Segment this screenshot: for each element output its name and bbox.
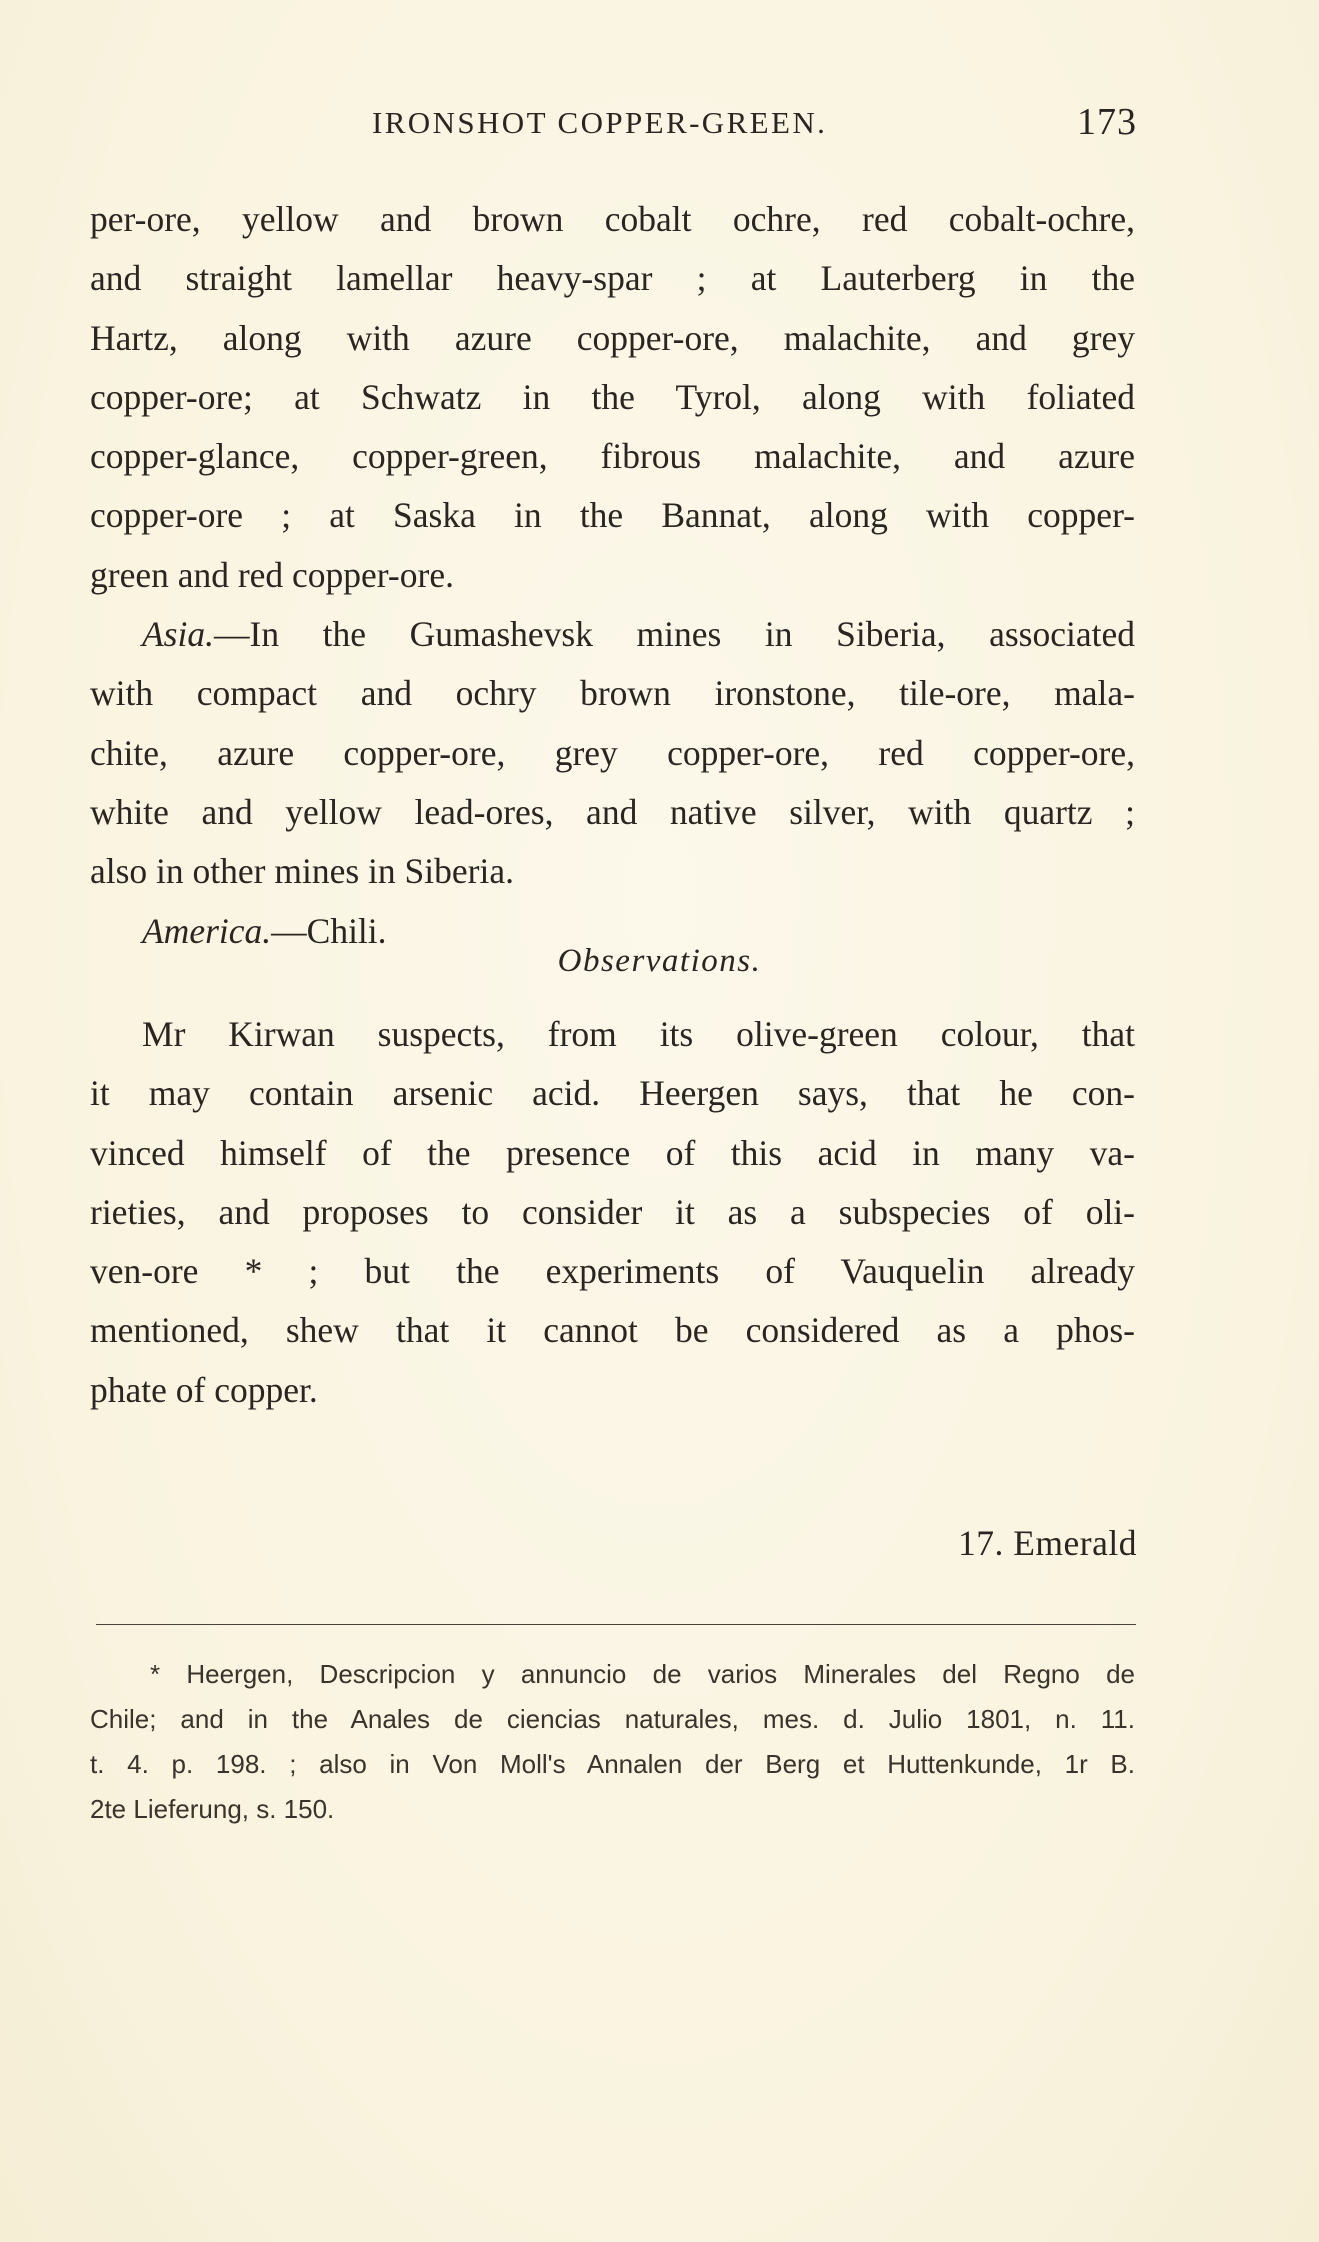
observations-text xyxy=(90,1005,1135,1420)
footnote-line: * Heergen, Descripcion y annuncio de varios Minerales del Regno de xyxy=(150,1659,1135,1689)
footnote-divider xyxy=(96,1624,1136,1625)
text-line-asia-rest: —In the Gumashevsk mines in Siberia, associated xyxy=(214,614,1135,655)
asia-label: Asia. xyxy=(142,614,214,655)
text-line: white and yellow lead-ores, and native silver, with quartz ; xyxy=(90,791,1135,832)
footnote-line: 2te Lieferung, s. 150. xyxy=(90,1794,335,1824)
text-line: Hartz, along with azure copper-ore, malachite, and grey xyxy=(90,317,1135,358)
text-line: also in other mines in Siberia. xyxy=(90,851,514,892)
text-line: with compact and ochry brown ironstone, tile-ore, mala- xyxy=(90,673,1135,714)
text-line: it may contain arsenic acid. Heergen says, that he con- xyxy=(90,1073,1135,1114)
text-line: green and red copper-ore. xyxy=(90,554,454,595)
footnote xyxy=(90,1652,1135,1832)
text-line-asia xyxy=(90,605,1135,664)
text-line: chite, azure copper-ore, grey copper-ore, red copper-ore, xyxy=(90,732,1135,773)
text-line: rieties, and proposes to consider it as a subspecies of oli- xyxy=(90,1191,1135,1232)
footnote-line: t. 4. p. 198. ; also in Von Moll's Annalen der Berg et Huttenkunde, 1r B. xyxy=(90,1749,1135,1779)
america-label: America. xyxy=(142,910,272,951)
text-line: mentioned, shew that it cannot be considered as a phos- xyxy=(90,1310,1135,1351)
text-line: and straight lamellar heavy-spar ; at Lauterberg in the xyxy=(90,258,1135,299)
text-line: ven-ore * ; but the experiments of Vauquelin already xyxy=(90,1251,1135,1292)
text-line: Mr Kirwan suspects, from its olive-green colour, that xyxy=(142,1014,1135,1054)
text-line: copper-ore ; at Saska in the Bannat, along with copper- xyxy=(90,495,1135,536)
text-line-america-rest: —Chili. xyxy=(271,910,387,951)
text-line: phate of copper. xyxy=(90,1369,318,1410)
running-head: IRONSHOT COPPER-GREEN. xyxy=(372,105,828,140)
catchword: 17. Emerald xyxy=(958,1523,1137,1563)
text-line: copper-glance, copper-green, fibrous malachite, and azure xyxy=(90,436,1135,477)
text-line: copper-ore; at Schwatz in the Tyrol, along with foliated xyxy=(90,376,1135,417)
footnote-line: Chile; and in the Anales de ciencias naturales, mes. d. Julio 1801, n. 11. xyxy=(90,1704,1135,1734)
page-number: 173 xyxy=(1077,101,1137,143)
text-line: vinced himself of the presence of this acid in many va- xyxy=(90,1132,1135,1173)
section-heading: Observations. xyxy=(557,943,762,979)
main-text xyxy=(90,190,1135,961)
text-line: per-ore, yellow and brown cobalt ochre, red cobalt-ochre, xyxy=(90,199,1135,239)
